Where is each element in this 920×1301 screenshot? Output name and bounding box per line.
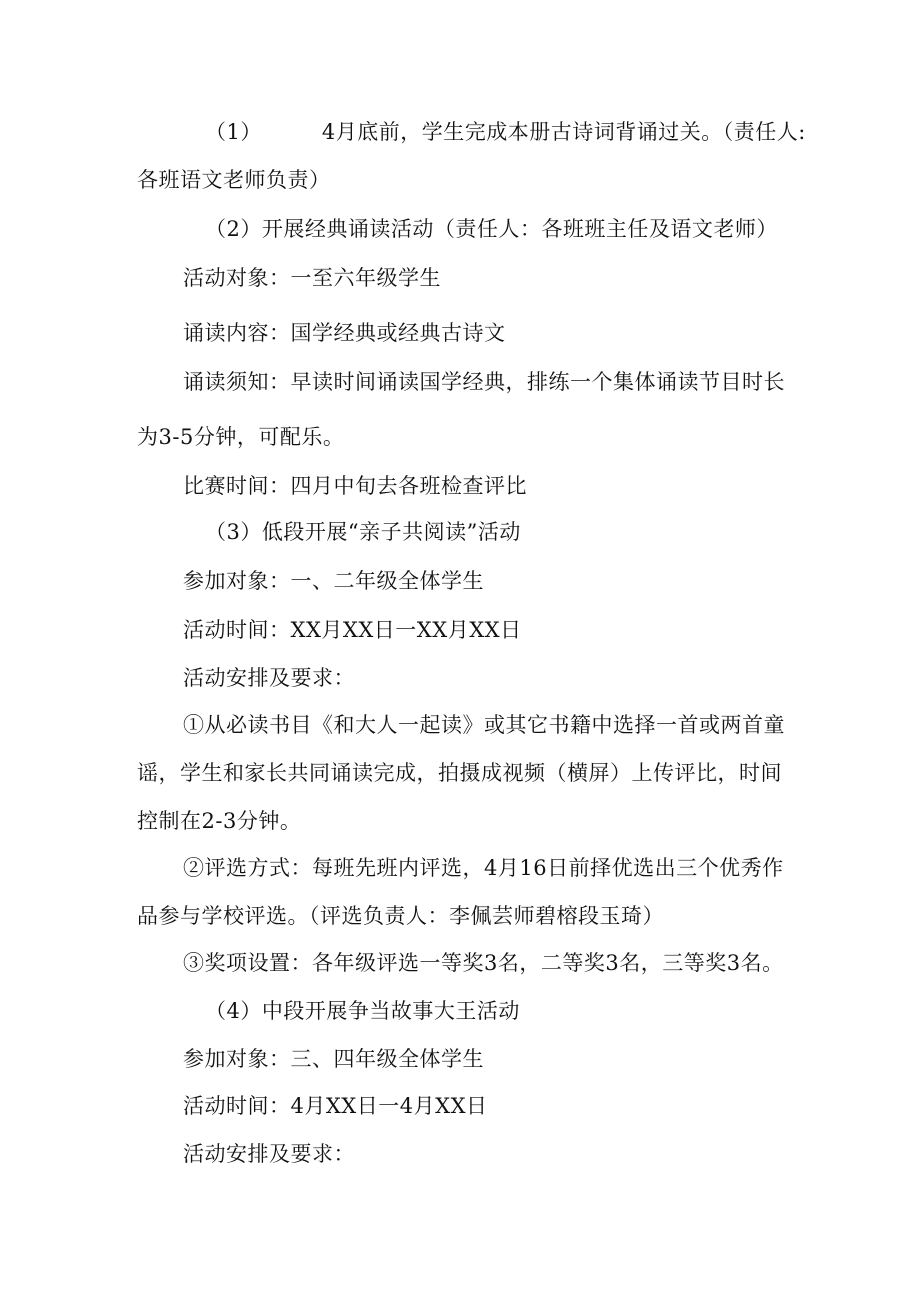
arrangement-heading-low: 活动安排及要求： bbox=[183, 666, 355, 690]
requirement-2-line-1: ②评选方式：每班先班内评选，4月16日前择优选出三个优秀作 bbox=[183, 856, 784, 880]
item-1-line-2: 各班语文老师负责） bbox=[137, 168, 331, 192]
requirement-2-line-2: 品参与学校评选。（评选负责人：李佩芸师碧榕段玉琦） bbox=[137, 904, 664, 928]
requirement-3: ③奖项设置：各年级评选一等奖3名，二等奖3名，三等奖3名。 bbox=[183, 951, 784, 975]
activity-target: 活动对象：一至六年级学生 bbox=[183, 266, 441, 290]
item-3-heading: （3）低段开展“亲子共阅读”活动 bbox=[205, 520, 521, 544]
participants-low: 参加对象：一、二年级全体学生 bbox=[183, 569, 484, 593]
reading-content: 诵读内容：国学经典或经典古诗文 bbox=[183, 321, 506, 345]
item-2-heading: （2）开展经典诵读活动（责任人：各班班主任及语文老师） bbox=[205, 217, 778, 241]
competition-time: 比赛时间：四月中旬去各班检查评比 bbox=[183, 474, 527, 498]
item-4-heading: （4）中段开展争当故事大王活动 bbox=[205, 999, 520, 1023]
reading-notice-line-1: 诵读须知：早读时间诵读国学经典，排练一个集体诵读节目时长 bbox=[183, 370, 785, 394]
arrangement-heading-mid: 活动安排及要求： bbox=[183, 1142, 355, 1166]
activity-time-mid: 活动时间：4月XX日一4月XX日 bbox=[183, 1094, 488, 1118]
requirement-1-line-1: ①从必读书目《和大人一起读》或其它书籍中选择一首或两首童 bbox=[183, 713, 785, 737]
item-1-text: 4月底前，学生完成本册古诗词背诵过关。（责任人: bbox=[321, 120, 806, 144]
requirement-1-line-2: 谣，学生和家长共同诵读完成，拍摄成视频（横屏）上传评比，时间 bbox=[137, 761, 782, 785]
item-1-number: （1） bbox=[205, 120, 262, 144]
reading-notice-line-2: 为3-5分钟，可配乐。 bbox=[137, 425, 345, 449]
item-1-line-1 bbox=[205, 119, 806, 145]
participants-mid: 参加对象：三、四年级全体学生 bbox=[183, 1047, 484, 1071]
activity-time-low: 活动时间：XX月XX日一XX月XX日 bbox=[183, 618, 522, 642]
requirement-1-line-3: 控制在2-3分钟。 bbox=[137, 809, 302, 833]
